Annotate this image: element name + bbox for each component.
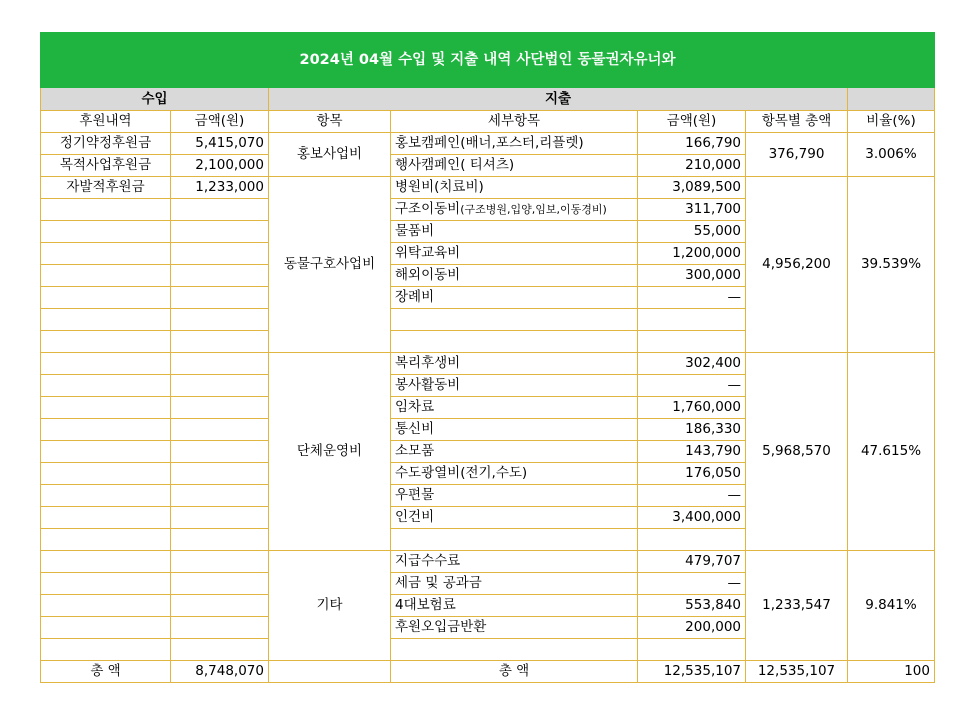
expense-detail-name: 인건비: [395, 509, 435, 525]
expense-amount-cell: 1,760,000: [638, 397, 746, 419]
income-total-label: 총 액: [41, 661, 171, 683]
income-amount-cell: [171, 595, 269, 617]
income-amount-cell: [171, 353, 269, 375]
expense-category-cell: 홍보사업비: [269, 133, 391, 177]
income-label-cell: [41, 551, 171, 573]
income-amount-cell: [171, 419, 269, 441]
expense-detail-cell: [391, 309, 638, 331]
finance-sheet: [40, 32, 935, 683]
income-amount-cell: [171, 287, 269, 309]
income-label-cell: [41, 265, 171, 287]
sheet-title: 2024년 04월 수입 및 지출 내역 사단법인 동물권자유너와: [41, 33, 935, 88]
expense-detail-cell: [391, 617, 638, 639]
income-label-cell: [41, 617, 171, 639]
income-amount-cell: [171, 441, 269, 463]
income-amount-cell: [171, 243, 269, 265]
blank-header: [848, 88, 935, 111]
expense-amount-cell: 166,790: [638, 133, 746, 155]
expense-detail-name: 복리후생비: [395, 355, 461, 371]
income-amount-cell: [171, 551, 269, 573]
expense-amount-cell: 210,000: [638, 155, 746, 177]
expense-detail-name: 임차료: [395, 399, 435, 415]
expense-detail-name: 세금 및 공과금: [395, 575, 482, 591]
col-header-detail: 세부항목: [391, 111, 638, 133]
expense-amount-cell: 300,000: [638, 265, 746, 287]
expense-detail-cell: [391, 133, 638, 155]
table-row: [41, 353, 935, 375]
expense-amount-cell: 176,050: [638, 463, 746, 485]
expense-detail-cell: [391, 155, 638, 177]
col-header-category-total: 항목별 총액: [746, 111, 848, 133]
income-label-cell: [41, 221, 171, 243]
expense-detail-cell: [391, 375, 638, 397]
income-amount-cell: [171, 463, 269, 485]
expense-amount-cell: 55,000: [638, 221, 746, 243]
totals-row: [41, 661, 935, 683]
income-amount-cell: [171, 639, 269, 661]
expense-detail-cell: [391, 573, 638, 595]
expense-section-header: 지출: [269, 88, 848, 111]
income-label-cell: [41, 199, 171, 221]
expense-detail-name: 통신비: [395, 421, 435, 437]
category-total-cell: 376,790: [746, 133, 848, 177]
income-amount-cell: [171, 221, 269, 243]
expense-detail-cell: [391, 441, 638, 463]
expense-total-label: 총 액: [391, 661, 638, 683]
expense-detail-cell: [391, 551, 638, 573]
table-row: [41, 177, 935, 199]
expense-total-value: 12,535,107: [638, 661, 746, 683]
expense-amount-cell: [638, 529, 746, 551]
income-amount-cell: 5,415,070: [171, 133, 269, 155]
col-header-ratio: 비율(%): [848, 111, 935, 133]
income-label-cell: [41, 375, 171, 397]
expense-amount-cell: —: [638, 573, 746, 595]
income-total-value: 8,748,070: [171, 661, 269, 683]
col-header-category: 항목: [269, 111, 391, 133]
category-total-cell: 4,956,200: [746, 177, 848, 353]
expense-detail-name: 구조이동비: [395, 201, 461, 217]
expense-category-cell: 동물구호사업비: [269, 177, 391, 353]
expense-detail-cell: [391, 507, 638, 529]
income-label-cell: [41, 485, 171, 507]
income-label-cell: [41, 441, 171, 463]
expense-category-cell: 기타: [269, 551, 391, 661]
income-amount-cell: [171, 265, 269, 287]
col-header-donation-type: 후원내역: [41, 111, 171, 133]
income-amount-cell: [171, 529, 269, 551]
income-expense-table: [40, 32, 935, 683]
expense-detail-cell: [391, 331, 638, 353]
expense-detail-cell: [391, 287, 638, 309]
table-row: [41, 133, 935, 155]
expense-amount-cell: [638, 331, 746, 353]
table-row: [41, 551, 935, 573]
category-ratio-cell: 3.006%: [848, 133, 935, 177]
income-label-cell: [41, 595, 171, 617]
expense-detail-cell: [391, 529, 638, 551]
expense-amount-cell: 1,200,000: [638, 243, 746, 265]
expense-amount-cell: —: [638, 375, 746, 397]
expense-detail-cell: [391, 485, 638, 507]
expense-category-cell: 단체운영비: [269, 353, 391, 551]
income-amount-cell: [171, 573, 269, 595]
income-label-cell: [41, 529, 171, 551]
category-total-cell: 5,968,570: [746, 353, 848, 551]
income-label-cell: [41, 353, 171, 375]
expense-amount-cell: 553,840: [638, 595, 746, 617]
col-header-income-amount: 금액(원): [171, 111, 269, 133]
income-label-cell: [41, 573, 171, 595]
expense-amount-cell: 3,089,500: [638, 177, 746, 199]
income-amount-cell: [171, 485, 269, 507]
expense-detail-name: 후원오입금반환: [395, 619, 487, 635]
expense-detail-name: 병원비(치료비): [395, 179, 484, 195]
col-header-expense-amount: 금액(원): [638, 111, 746, 133]
ratio-total-value: 100: [848, 661, 935, 683]
expense-detail-name: 봉사활동비: [395, 377, 461, 393]
expense-detail-name: 소모품: [395, 443, 435, 459]
expense-amount-cell: 302,400: [638, 353, 746, 375]
income-amount-cell: [171, 199, 269, 221]
income-amount-cell: [171, 331, 269, 353]
expense-detail-cell: [391, 221, 638, 243]
expense-detail-name: 행사캠페인( 티셔츠): [395, 157, 515, 173]
category-ratio-cell: 9.841%: [848, 551, 935, 661]
income-amount-cell: [171, 309, 269, 331]
category-total-cell: 1,233,547: [746, 551, 848, 661]
income-label-cell: 목적사업후원금: [41, 155, 171, 177]
expense-detail-name: 홍보캠페인(배너,포스터,리플렛): [395, 135, 584, 151]
category-ratio-cell: 47.615%: [848, 353, 935, 551]
expense-detail-name: 물품비: [395, 223, 435, 239]
expense-amount-cell: —: [638, 485, 746, 507]
expense-amount-cell: 311,700: [638, 199, 746, 221]
income-amount-cell: 1,233,000: [171, 177, 269, 199]
income-label-cell: [41, 243, 171, 265]
income-label-cell: [41, 287, 171, 309]
income-label-cell: [41, 397, 171, 419]
expense-detail-cell: [391, 595, 638, 617]
expense-detail-cell: [391, 419, 638, 441]
expense-amount-cell: —: [638, 287, 746, 309]
expense-detail-name: 위탁교육비: [395, 245, 461, 261]
income-label-cell: [41, 507, 171, 529]
expense-detail-name: 지급수수료: [395, 553, 461, 569]
income-amount-cell: [171, 375, 269, 397]
income-label-cell: 정기약정후원금: [41, 133, 171, 155]
totals-blank-cell: [269, 661, 391, 683]
expense-amount-cell: [638, 309, 746, 331]
expense-amount-cell: 3,400,000: [638, 507, 746, 529]
income-amount-cell: [171, 507, 269, 529]
expense-detail-name: 4대보험료: [395, 597, 456, 613]
income-section-header: 수입: [41, 88, 269, 111]
expense-detail-cell: [391, 265, 638, 287]
income-label-cell: [41, 639, 171, 661]
income-label-cell: [41, 331, 171, 353]
income-label-cell: [41, 309, 171, 331]
income-label-cell: [41, 463, 171, 485]
expense-detail-cell: [391, 177, 638, 199]
expense-detail-name: 우편물: [395, 487, 435, 503]
grand-total-value: 12,535,107: [746, 661, 848, 683]
expense-detail-name: 수도광열비(전기,수도): [395, 465, 528, 481]
expense-detail-cell: [391, 463, 638, 485]
expense-detail-cell: [391, 639, 638, 661]
expense-amount-cell: 143,790: [638, 441, 746, 463]
income-amount-cell: [171, 397, 269, 419]
expense-amount-cell: 200,000: [638, 617, 746, 639]
income-amount-cell: [171, 617, 269, 639]
expense-detail-cell: [391, 243, 638, 265]
income-amount-cell: 2,100,000: [171, 155, 269, 177]
expense-amount-cell: 186,330: [638, 419, 746, 441]
expense-amount-cell: 479,707: [638, 551, 746, 573]
expense-detail-cell: [391, 397, 638, 419]
expense-detail-note: (구조병원,입양,임보,이동경비): [460, 203, 607, 216]
expense-detail-cell: [391, 199, 638, 221]
income-label-cell: [41, 419, 171, 441]
expense-detail-cell: [391, 353, 638, 375]
expense-detail-name: 장례비: [395, 289, 435, 305]
income-label-cell: 자발적후원금: [41, 177, 171, 199]
expense-amount-cell: [638, 639, 746, 661]
expense-detail-name: 해외이동비: [395, 267, 461, 283]
category-ratio-cell: 39.539%: [848, 177, 935, 353]
